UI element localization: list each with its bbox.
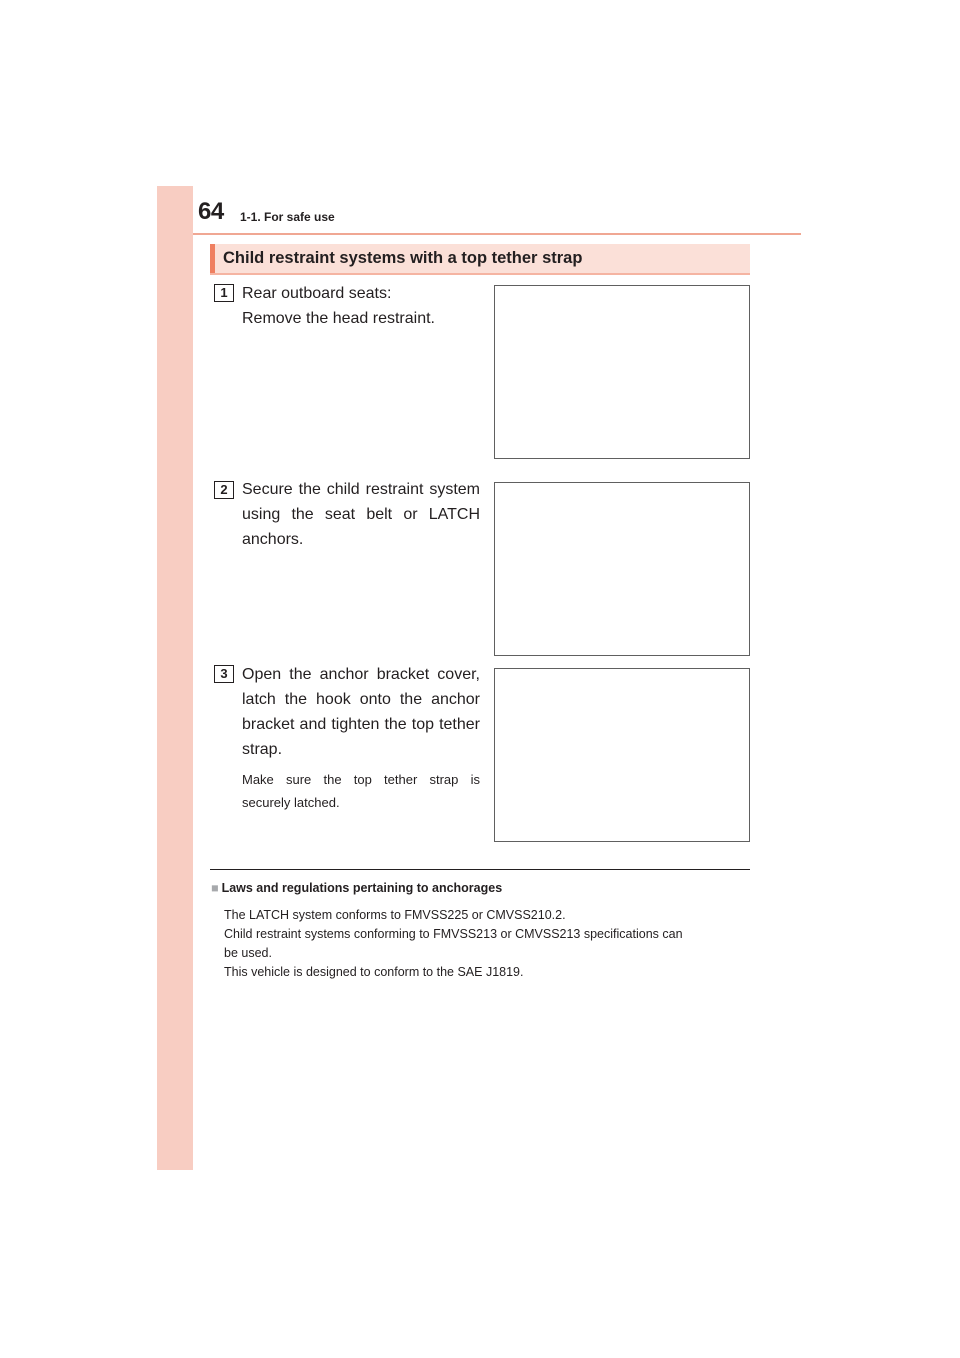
step-3-illustration xyxy=(494,668,750,842)
step-3-text xyxy=(242,662,480,814)
step-3-note-line: Make sure the top tether strap is xyxy=(242,772,480,787)
step-3-note-line: securely latched. xyxy=(242,795,340,810)
info-line: Child restraint systems conforming to FMVSS213 or CMVSS213 specifications can xyxy=(224,927,683,941)
info-divider xyxy=(210,869,750,870)
square-bullet-icon: ■ xyxy=(211,881,219,895)
section-heading: Child restraint systems with a top tether strap xyxy=(223,249,583,267)
step-number-badge: 1 xyxy=(214,284,234,302)
step-3-line: strap. xyxy=(242,741,283,758)
info-line: be used. xyxy=(224,946,272,960)
step-2-illustration xyxy=(494,482,750,656)
step-1-line: Remove the head restraint. xyxy=(242,310,435,327)
page-number: 64 xyxy=(198,198,224,225)
info-heading xyxy=(211,881,502,895)
info-line: The LATCH system conforms to FMVSS225 or CMVSS210.2. xyxy=(224,908,566,922)
info-heading-text: Laws and regulations pertaining to anchorages xyxy=(221,881,503,895)
step-2-line: using the seat belt or LATCH xyxy=(242,506,480,523)
heading-accent xyxy=(210,244,215,273)
info-line: This vehicle is designed to conform to the SAE J1819. xyxy=(224,965,524,979)
step-number-badge: 3 xyxy=(214,665,234,683)
step-2-line: anchors. xyxy=(242,531,304,548)
step-3-line: Open the anchor bracket cover, xyxy=(242,666,480,683)
chapter-side-band xyxy=(157,186,193,1170)
info-body xyxy=(224,906,750,982)
section-heading-bar xyxy=(210,244,750,275)
section-label: 1-1. For safe use xyxy=(240,210,335,224)
step-1-text xyxy=(242,281,480,331)
step-1-line: Rear outboard seats: xyxy=(242,285,392,302)
step-3-line: latch the hook onto the anchor xyxy=(242,691,480,708)
step-3-line: bracket and tighten the top tether xyxy=(242,716,480,733)
step-1-illustration xyxy=(494,285,750,459)
step-number-badge: 2 xyxy=(214,481,234,499)
step-3-note xyxy=(242,768,480,814)
step-2-line: Secure the child restraint system xyxy=(242,481,480,498)
step-2-text xyxy=(242,477,480,552)
header-divider xyxy=(193,233,801,235)
